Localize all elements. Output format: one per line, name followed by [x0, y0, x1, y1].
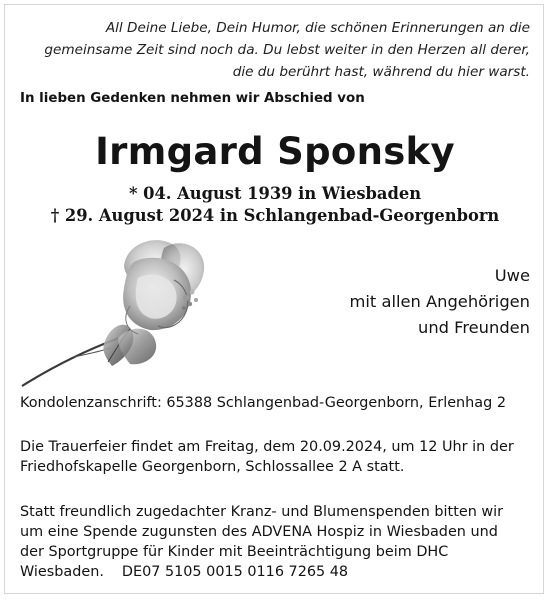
mourner-line: mit allen Angehörigen — [349, 292, 530, 311]
donation-line: der Sportgruppe für Kinder mit Beeinträchtigung beim DHC — [20, 544, 449, 560]
rose-illustration-icon — [14, 226, 214, 391]
memorial-poem — [10, 17, 530, 83]
mourner-line: und Freunden — [418, 318, 530, 337]
funeral-info — [20, 437, 540, 477]
condolence-line: Kondolenzanschrift: 65388 Schlangenbad-Georgenborn, Erlenhag 2 — [20, 395, 506, 411]
poem-line: gemeinsame Zeit sind noch da. Du lebst weiter in den Herzen all derer, — [44, 42, 530, 58]
mourners-list — [350, 263, 530, 341]
donation-line: Statt freundlich zugedachter Kranz- und Blumenspenden bitten wir — [20, 504, 504, 520]
donation-bank-line — [20, 562, 540, 582]
funeral-line: Friedhofskapelle Georgenborn, Schlossallee 2 A statt. — [20, 459, 405, 475]
farewell-intro: In lieben Gedenken nehmen wir Abschied von — [20, 91, 365, 106]
donation-request — [20, 502, 540, 582]
deceased-name: Irmgard Sponsky — [95, 130, 455, 173]
funeral-line: Die Trauerfeier findet am Freitag, dem 20.09.2024, um 12 Uhr in der — [20, 439, 514, 455]
poem-line: die du berührt hast, während du hier warst. — [232, 64, 530, 80]
donation-iban: DE07 5105 0015 0116 7265 48 — [121, 564, 349, 580]
death-date: † 29. August 2024 in Schlangenbad-Georgenborn — [50, 206, 500, 225]
poem-line: All Deine Liebe, Dein Humor, die schönen Erinnerungen an die — [105, 20, 530, 36]
birth-date: * 04. August 1939 in Wiesbaden — [128, 184, 422, 203]
mourner-line: Uwe — [494, 266, 530, 285]
donation-line: um eine Spende zugunsten des ADVENA Hospiz in Wiesbaden und — [20, 524, 498, 540]
donation-city: Wiesbaden. — [20, 564, 104, 580]
condolence-address — [20, 393, 540, 413]
